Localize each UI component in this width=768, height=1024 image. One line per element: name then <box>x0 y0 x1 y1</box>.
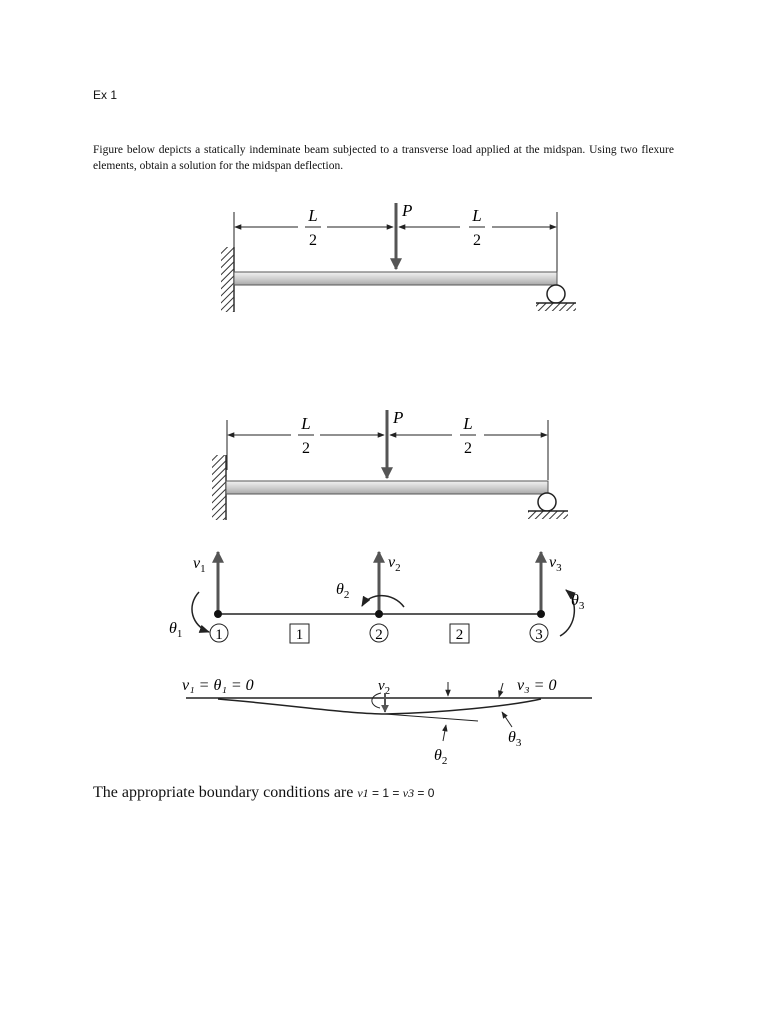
node-number-1: 1 <box>215 627 223 643</box>
symbol-v3: v3 <box>402 786 415 800</box>
label-v3: $v_3$ <box>549 554 562 574</box>
symbol-theta1: 1 <box>382 786 390 800</box>
beam <box>226 481 548 494</box>
node-dot <box>375 610 383 618</box>
symbol-v1: v1 <box>357 786 369 800</box>
rotation-hint-arc <box>372 693 381 708</box>
label-theta3-deflection: $\theta_3$ <box>508 729 522 749</box>
node-dot <box>537 610 545 618</box>
label-theta1: $\theta_1$ <box>169 620 183 640</box>
pointer-arrow <box>499 683 503 697</box>
figure-2-beam <box>212 408 568 520</box>
fixed-support-wall <box>221 247 234 312</box>
label-v2: $v_2$ <box>388 554 401 574</box>
roller-support <box>547 285 565 303</box>
node-number-2: 2 <box>375 627 383 643</box>
dim-label-L: L <box>463 414 473 433</box>
conclusion-text: The appropriate boundary conditions are <box>93 784 358 801</box>
deflected-curve <box>218 699 541 714</box>
dim-label-L: L <box>308 206 318 225</box>
node-dot <box>214 610 222 618</box>
boundary-conditions-statement <box>93 784 434 802</box>
dim-label-2: 2 <box>464 440 472 457</box>
equals-sign: = <box>368 786 383 800</box>
load-label-P: P <box>402 201 413 220</box>
boundary-condition-left: v₁ = θ₁ = 0 <box>182 677 254 694</box>
roller-support <box>538 493 556 511</box>
dim-label-2: 2 <box>302 440 310 457</box>
tangent-line <box>385 714 478 721</box>
dim-label-L: L <box>301 414 311 433</box>
equals-zero: = 0 <box>414 786 435 800</box>
fixed-support-wall <box>212 455 226 520</box>
dim-label-2: 2 <box>309 232 317 249</box>
load-label-P: P <box>393 408 404 427</box>
label-v2-deflection: $v_2$ <box>378 678 391 697</box>
pointer-arrow-theta2 <box>443 725 446 741</box>
figure-3-element-model <box>169 552 585 643</box>
element-number-1: 1 <box>295 627 304 643</box>
roller-ground <box>536 303 576 311</box>
label-theta2-deflection: $\theta_2$ <box>434 747 448 767</box>
pointer-arrow-theta3 <box>502 712 512 727</box>
node-number-3: 3 <box>535 627 543 643</box>
rotation-arrow-theta2 <box>362 596 404 607</box>
label-theta3: $\theta_3$ <box>571 592 585 612</box>
boundary-condition-right: v₃ = 0 <box>517 677 557 694</box>
dim-label-L: L <box>472 206 482 225</box>
roller-ground <box>528 511 568 519</box>
figure-1-beam <box>221 201 576 312</box>
rotation-arrow-theta1 <box>192 592 209 632</box>
beam <box>234 272 557 285</box>
element-number-2: 2 <box>455 627 464 643</box>
problem-statement: Figure below depicts a statically indeminate beam subjected to a transverse load applied at the midspan. Using two flexure elements, obtain a solution for the midspan deflection. <box>93 144 674 172</box>
figure-4-deflected-shape <box>182 677 592 767</box>
dim-label-2: 2 <box>473 232 481 249</box>
equals-sign: = <box>389 786 403 800</box>
label-theta2: $\theta_2$ <box>336 581 350 601</box>
exercise-heading: Ex 1 <box>93 88 118 102</box>
label-v1: $v_1$ <box>193 555 206 575</box>
